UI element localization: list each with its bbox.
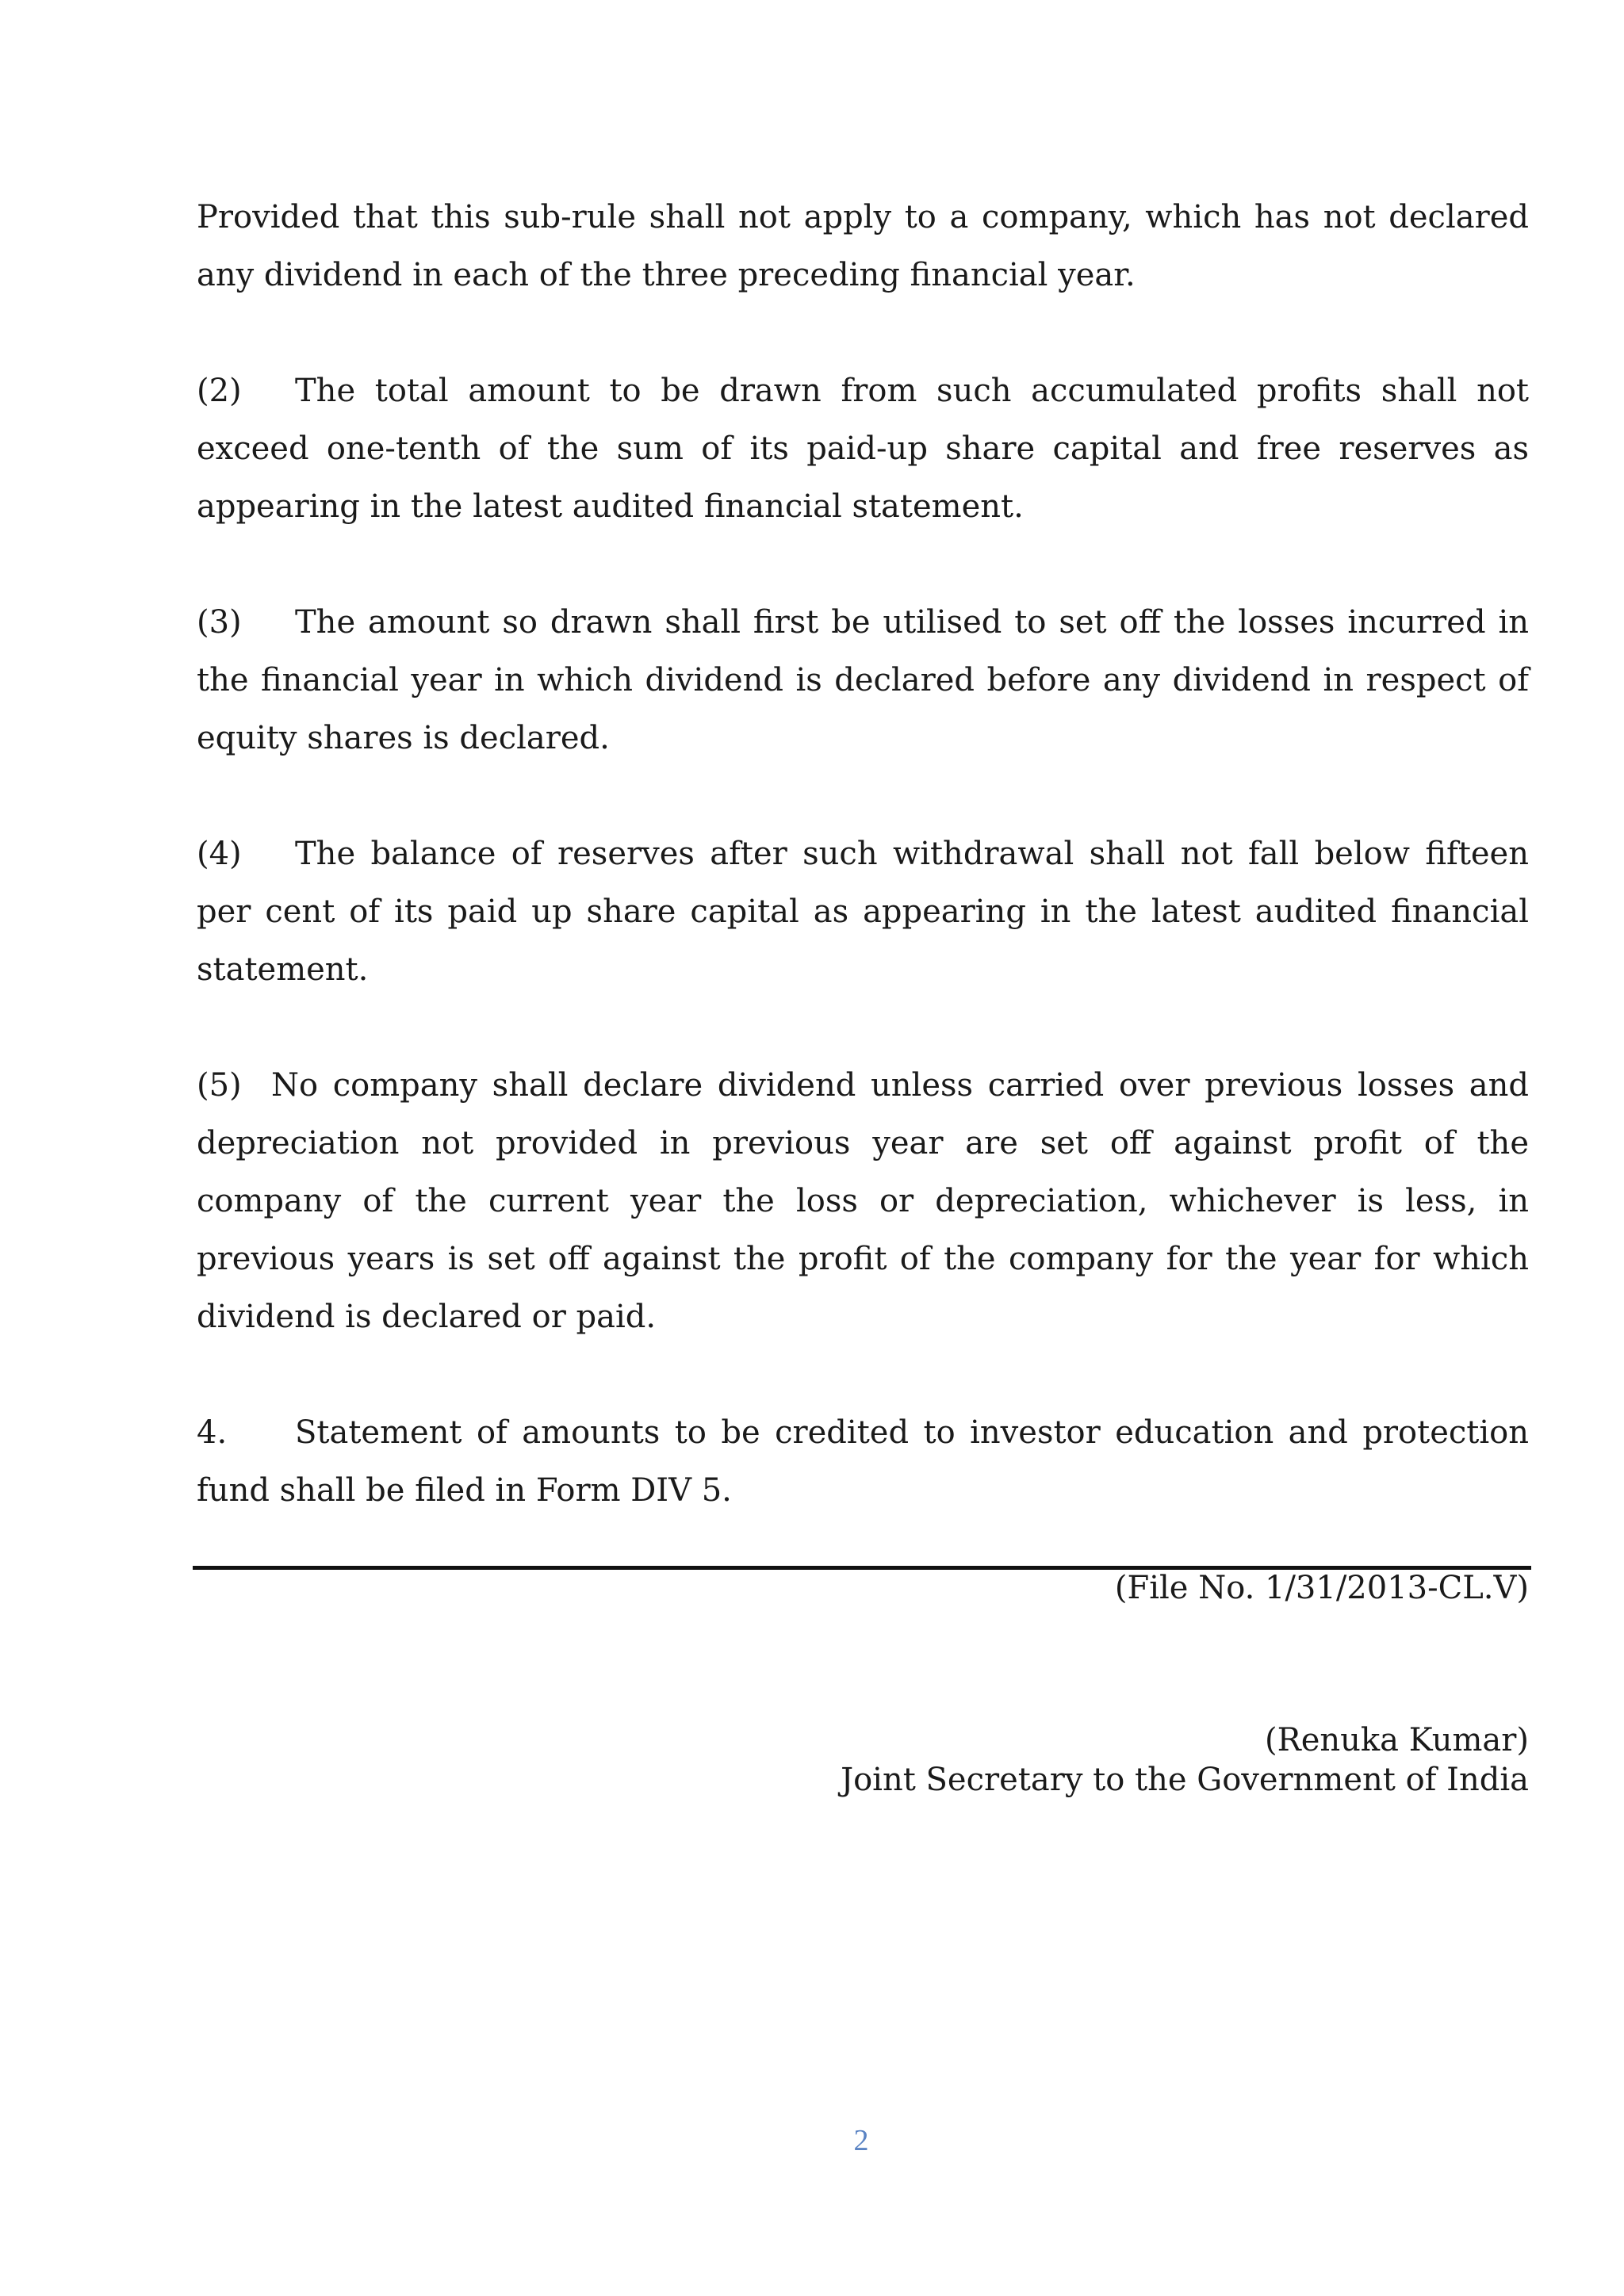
clause-2-marker: (2) [197,373,242,409]
document-body [197,189,1529,1520]
clause-5-paragraph [197,1057,1529,1346]
clause-2-paragraph [197,362,1529,536]
clause-2-text: The total amount to be drawn from such accumulated profits shall not exceed one-tenth of the sum of its paid-up share capital and free reserves as appearing in the latest audited financial statement. [197,373,1529,525]
clause-3-paragraph [197,594,1529,767]
signature-block [841,1720,1529,1800]
clause-4-paragraph [197,825,1529,999]
clause-3-text: The amount so drawn shall first be utilised to set off the losses incurred in the financial year in which dividend is declared before any dividend in respect of equity shares is declared. [197,604,1529,756]
rule-4-text: Statement of amounts to be credited to investor education and protection fund shall be filed in Form DIV 5. [197,1414,1529,1509]
file-number: (File No. 1/31/2013-CL.V) [1114,1570,1529,1606]
signatory-name: (Renuka Kumar) [1265,1722,1529,1758]
clause-3-marker: (3) [197,604,242,641]
proviso-paragraph [197,189,1529,304]
rule-4-marker: 4. [197,1414,228,1451]
clause-4-text: The balance of reserves after such withdrawal shall not fall below fifteen per cent of its paid up share capital as appearing in the latest audited financial statement. [197,836,1529,988]
page-number: 2 [853,2124,869,2157]
rule-4-paragraph [197,1404,1529,1520]
clause-4-marker: (4) [197,836,242,872]
proviso-text: Provided that this sub-rule shall not apply to a company, which has not declared any dividend in each of the three preceding financial year. [197,199,1529,293]
clause-5-marker: (5) [197,1067,242,1104]
clause-5-text: No company shall declare dividend unless carried over previous losses and depreciation not provided in previous year are set off against profit of the company of the current year the loss or depreciation, whichever is less, in previous years is set off against the profit of the company for the year for which dividend is declared or paid. [197,1067,1529,1335]
signatory-title: Joint Secretary to the Government of India [841,1762,1529,1798]
